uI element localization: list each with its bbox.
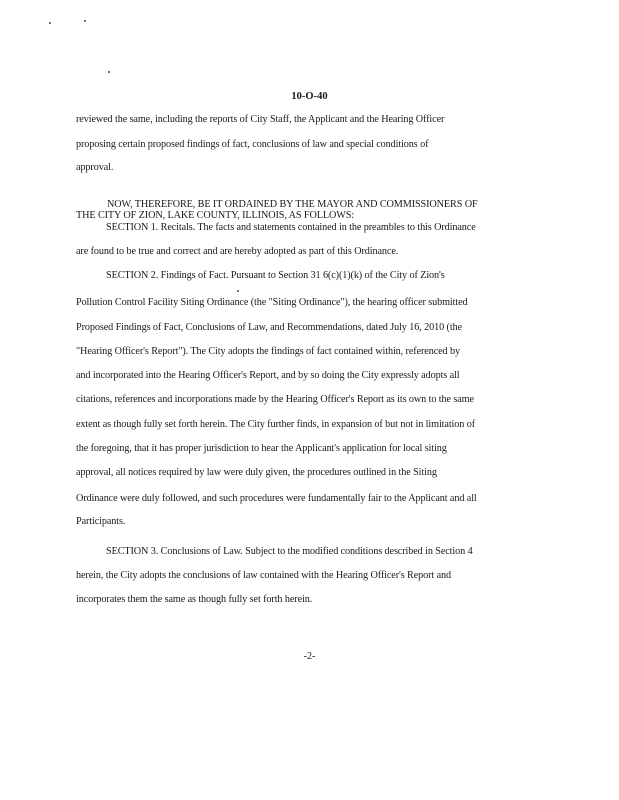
section-1-line: are found to be true and correct and are hereby adopted as part of this Ordinance. [76, 246, 399, 257]
section-2-line: extent as though fully set forth herein. The City further finds, in expansion of but not in limitation of [76, 419, 476, 430]
scan-speck [49, 22, 51, 24]
document-number-header: 10-O-40 [291, 91, 328, 102]
scan-speck [84, 20, 86, 22]
section-3-line: incorporates them the same as though fully set forth herein. [76, 594, 313, 605]
section-2-line: Pollution Control Facility Siting Ordinance (the "Siting Ordinance"), the hearing officer submitted [76, 297, 468, 308]
page-number: -2- [303, 651, 316, 662]
section-3-line: herein, the City adopts the conclusions of law contained with the Hearing Officer's Report and [76, 570, 452, 581]
enacting-clause-line: NOW, THEREFORE, BE IT ORDAINED BY THE MAYOR AND COMMISSIONERS OF [107, 199, 478, 210]
body-line: reviewed the same, including the reports of City Staff, the Applicant and the Hearing Officer [76, 114, 445, 125]
section-2-line: SECTION 2. Findings of Fact. Pursuant to Section 31 6(c)(1)(k) of the City of Zion's [106, 270, 445, 281]
body-line: approval. [76, 162, 114, 173]
section-2-line: Participants. [76, 516, 126, 527]
section-2-line: Ordinance were duly followed, and such procedures were fundamentally fair to the Applicant and all [76, 493, 477, 504]
section-2-line: "Hearing Officer's Report"). The City adopts the findings of fact contained within, referenced by [76, 346, 460, 357]
section-2-line: and incorporated into the Hearing Officer's Report, and by so doing the City expressly adopts all [76, 370, 460, 381]
section-1-line: SECTION 1. Recitals. The facts and statements contained in the preambles to this Ordinance [106, 222, 476, 233]
enacting-clause-line: THE CITY OF ZION, LAKE COUNTY, ILLINOIS, AS FOLLOWS: [76, 210, 355, 221]
section-3-line: SECTION 3. Conclusions of Law. Subject to the modified conditions described in Section 4 [106, 546, 473, 557]
section-2-line: Proposed Findings of Fact, Conclusions of Law, and Recommendations, dated July 16, 2010 (the [76, 322, 462, 333]
scan-speck [237, 290, 239, 292]
section-2-line: citations, references and incorporations made by the Hearing Officer's Report as its own to the same [76, 394, 474, 405]
section-2-line: the foregoing, that it has proper jurisdiction to hear the Applicant's application for local siting [76, 443, 447, 454]
section-2-line: approval, all notices required by law were duly given, the procedures outlined in the Siting [76, 467, 437, 478]
scan-speck [108, 71, 110, 73]
body-line: proposing certain proposed findings of fact, conclusions of law and special conditions of [76, 139, 429, 150]
